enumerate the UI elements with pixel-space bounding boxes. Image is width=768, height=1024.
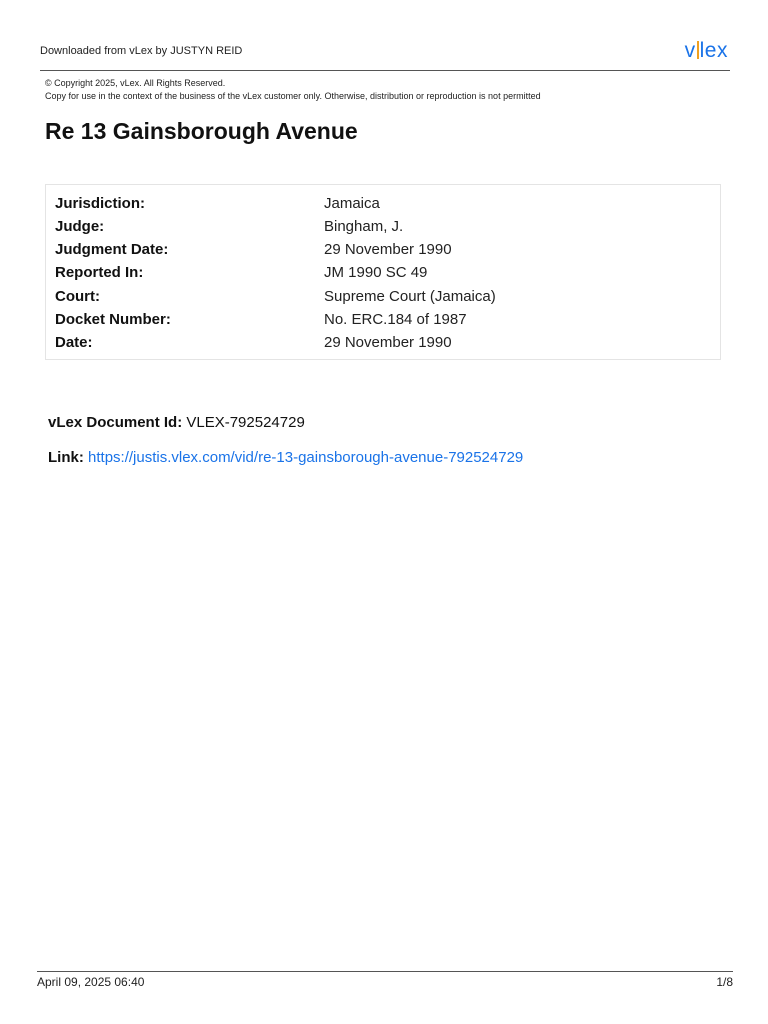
page-number: 1/8 [716, 975, 733, 989]
footer-date: April 09, 2025 06:40 [37, 975, 145, 989]
metadata-value: Bingham, J. [324, 218, 404, 235]
copyright-line: © Copyright 2025, vLex. All Rights Reserved. [45, 78, 226, 88]
metadata-label: Date: [55, 334, 93, 351]
metadata-value: 29 November 1990 [324, 241, 452, 258]
metadata-value: 29 November 1990 [324, 334, 452, 351]
downloaded-by-text: Downloaded from vLex by JUSTYN REID [40, 45, 243, 57]
logo-right: lex [699, 39, 728, 62]
metadata-value: No. ERC.184 of 1987 [324, 311, 467, 328]
metadata-row-judgment-date [55, 241, 715, 263]
document-id [48, 414, 305, 431]
metadata-row-date [55, 334, 715, 356]
document-id-value: VLEX-792524729 [186, 414, 305, 431]
document-link-label: Link: [48, 449, 84, 466]
metadata-label: Reported In: [55, 264, 144, 281]
copyright-notice [45, 77, 541, 103]
metadata-label: Judge: [55, 218, 105, 235]
page-header [40, 36, 730, 71]
document-url-link[interactable]: https://justis.vlex.com/vid/re-13-gainsborough-avenue-792524729 [88, 449, 524, 466]
metadata-label: Docket Number: [55, 311, 171, 328]
metadata-row-docket-number [55, 311, 715, 333]
document-title: Re 13 Gainsborough Avenue [45, 118, 358, 144]
metadata-label: Jurisdiction: [55, 195, 146, 212]
logo-left: v [684, 39, 696, 62]
page-footer [37, 971, 733, 992]
metadata-value: Supreme Court (Jamaica) [324, 288, 496, 305]
document-link [48, 449, 523, 466]
metadata-row-judge [55, 218, 715, 240]
metadata-table [45, 184, 721, 360]
metadata-row-court [55, 288, 715, 310]
vlex-logo [685, 39, 728, 63]
metadata-label: Court: [55, 288, 100, 305]
metadata-label: Judgment Date: [55, 241, 169, 258]
logo-bar [697, 41, 699, 59]
document-id-label: vLex Document Id: [48, 414, 183, 431]
metadata-row-jurisdiction [55, 195, 715, 217]
metadata-value: JM 1990 SC 49 [324, 264, 428, 281]
metadata-row-reported-in [55, 264, 715, 286]
distribution-notice: Copy for use in the context of the business of the vLex customer only. Otherwise, distribution or reproduction is not permitted [45, 91, 541, 101]
metadata-value: Jamaica [324, 195, 380, 212]
